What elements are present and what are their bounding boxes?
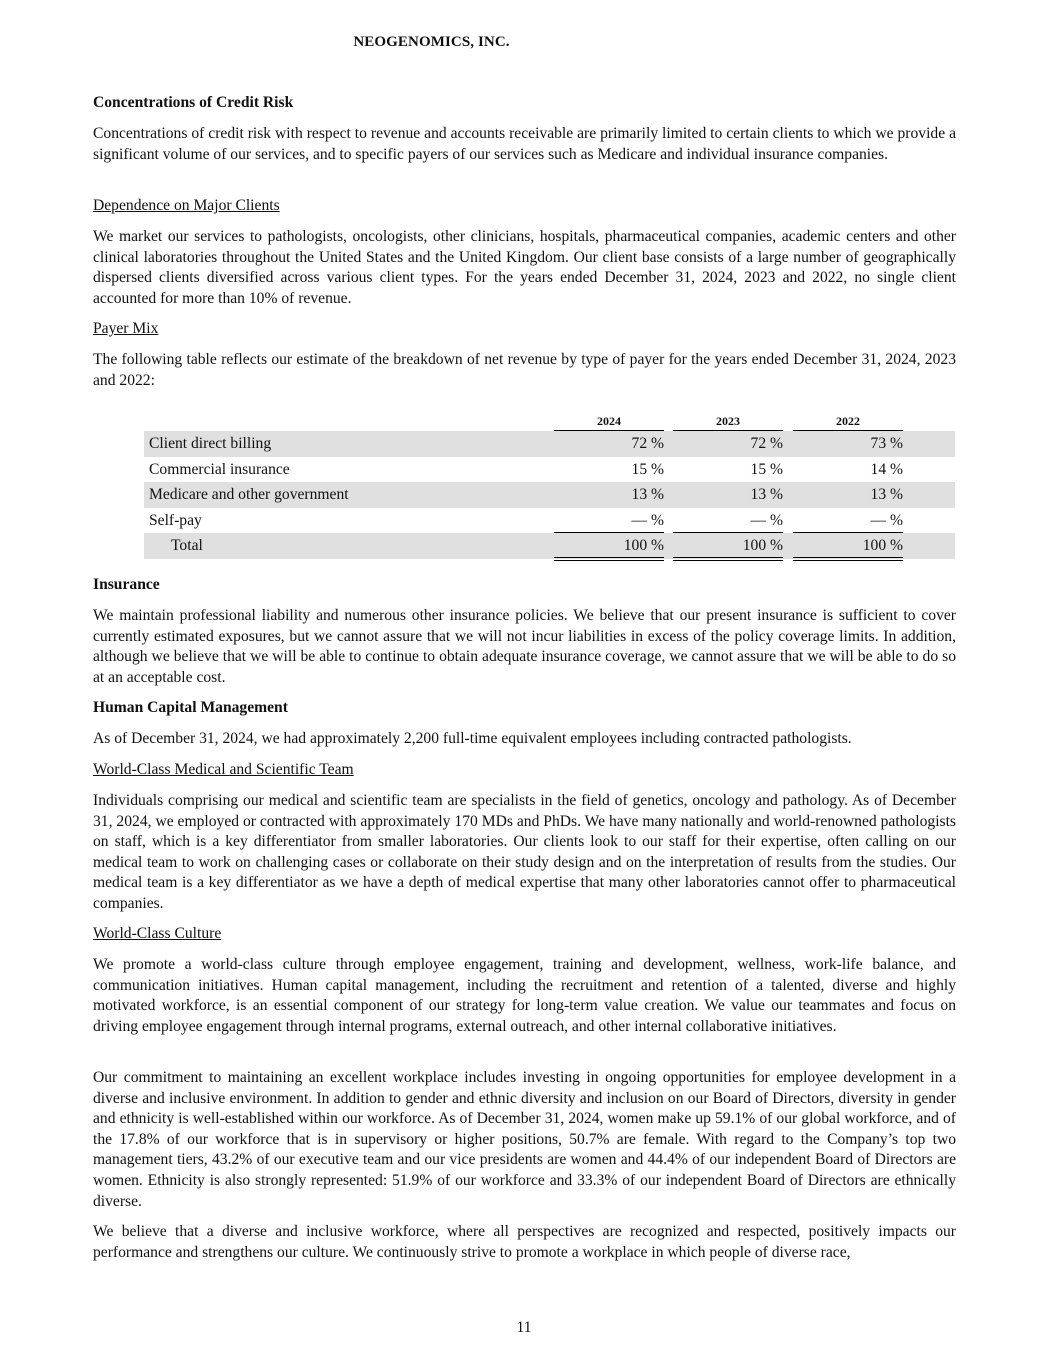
human-capital-heading: Human Capital Management — [93, 699, 288, 716]
culture-paragraph-1: We promote a world-class culture through employee engagement, training and development, wellness, work-life balance, and communication initiatives. Human capital management, including the recruitment and retention of a talented, diverse and highly motivated workforce, is an essential component of our strategy for long-term value creation. We value our teammates and focus on driving employee engagement through internal programs, external outreach, and other internal collaborative initiatives. — [93, 956, 956, 1035]
culture-subheading: World-Class Culture — [93, 925, 222, 942]
row-label: Client direct billing — [149, 435, 272, 452]
row-label: Self-pay — [149, 511, 202, 529]
year-header: 2024 — [597, 414, 621, 428]
row-label: Commercial insurance — [149, 460, 290, 478]
year-header: 2023 — [716, 414, 740, 428]
row-value: 100 % — [742, 537, 783, 555]
human-capital-paragraph: As of December 31, 2024, we had approximately 2,200 full-time equivalent employees including contracted pathologists. — [93, 730, 852, 747]
row-value: — % — [870, 511, 903, 529]
table-row — [144, 508, 955, 534]
insurance-heading: Insurance — [93, 576, 160, 593]
row-label: Total — [171, 537, 203, 555]
table-row — [144, 457, 955, 483]
major-clients-subheading: Dependence on Major Clients — [93, 197, 280, 214]
payer-mix-subheading: Payer Mix — [93, 320, 159, 337]
payer-mix-paragraph: The following table reflects our estimate of the breakdown of net revenue by type of payer for the years ended December 31, 2024, 2023 and 2022: — [93, 351, 956, 389]
row-value: 72 % — [631, 435, 664, 452]
table-row — [144, 431, 955, 457]
culture-paragraph-2: Our commitment to maintaining an excellent workplace includes investing in ongoing opportunities for employee development in a diverse and inclusive environment. In addition to gender and ethnic diversity and inclusion on our Board of Directors, diversity in gender and ethnicity is well-established within our workforce. As of December 31, 2024, women make up 59.1% of our global workforce, and of the 17.8% of our workforce that is in supervisory or higher positions, 50.7% are female. With regard to the Company’s top two management tiers, 43.2% of our executive team and our vice presidents are women and 44.4% of our independent Board of Directors are women. Ethnicity is also strongly represented: 51.9% of our workforce and 33.3% of our independent Board of Directors are ethnically diverse. — [93, 1069, 956, 1210]
row-value: 15 % — [750, 460, 783, 478]
payer-mix-table — [144, 409, 955, 559]
total-double-rule — [793, 557, 903, 561]
table-row — [144, 482, 955, 508]
total-double-rule — [673, 557, 783, 561]
row-value: — % — [750, 511, 783, 529]
year-header: 2022 — [836, 414, 860, 428]
total-double-rule — [554, 557, 664, 561]
major-clients-paragraph: We market our services to pathologists, oncologists, other clinicians, hospitals, pharmaceutical companies, academic centers and other clinical laboratories throughout the United States and the United Kingdom. Our client base consists of a large number of geographically dispersed clients diversified across various client types. For the years ended December 31, 2024, 2023 and 2022, no single client accounted for more than 10% of revenue. — [93, 228, 956, 307]
company-header: NEOGENOMICS, INC. — [353, 34, 510, 50]
credit-risk-paragraph: Concentrations of credit risk with respect to revenue and accounts receivable are primarily limited to certain clients to which we provide a significant volume of our services, and to specific payers of our services such as Medicare and individual insurance companies. — [93, 125, 956, 163]
credit-risk-heading: Concentrations of Credit Risk — [93, 94, 294, 111]
insurance-paragraph: We maintain professional liability and numerous other insurance policies. We believe that our present insurance is sufficient to cover currently estimated exposures, but we cannot assure that we will not incur liabilities in excess of the policy coverage limits. In addition, although we believe that we will be able to continue to obtain adequate insurance coverage, we cannot assure that we will be able to do so at an acceptable cost. — [93, 607, 956, 686]
table-header — [144, 409, 955, 431]
culture-paragraph-3: We believe that a diverse and inclusive workforce, where all perspectives are recognized and respected, positively impacts our performance and strengthens our culture. We continuously strive to promote a workplace in which people of diverse race, — [93, 1223, 956, 1261]
table-total-row — [144, 533, 955, 559]
row-label: Medicare and other government — [149, 486, 349, 504]
row-value: 15 % — [631, 460, 664, 478]
row-value: — % — [631, 511, 664, 529]
medical-team-subheading: World-Class Medical and Scientific Team — [93, 761, 354, 778]
row-value: 73 % — [870, 435, 903, 452]
row-value: 100 % — [862, 537, 903, 555]
row-value: 13 % — [750, 486, 783, 504]
row-value: 13 % — [870, 486, 903, 504]
row-value: 13 % — [631, 486, 664, 504]
page-number: 11 — [516, 1319, 532, 1336]
row-value: 100 % — [623, 537, 664, 555]
medical-team-paragraph: Individuals comprising our medical and scientific team are specialists in the field of genetics, oncology and pathology. As of December 31, 2024, we employed or contracted with approximately 170 MDs and PhDs. We have many nationally and world-renowned pathologists on staff, which is a key differentiator from smaller laboratories. Our clients look to our staff for their expertise, often calling on our medical team to work on challenging cases or collaborate on their study design and on the interpretation of results from the studies. Our medical team is a key differentiator as we have a depth of medical expertise that many other laboratories cannot offer to pharmaceutical companies. — [93, 792, 956, 912]
row-value: 14 % — [870, 460, 903, 478]
row-value: 72 % — [750, 435, 783, 452]
